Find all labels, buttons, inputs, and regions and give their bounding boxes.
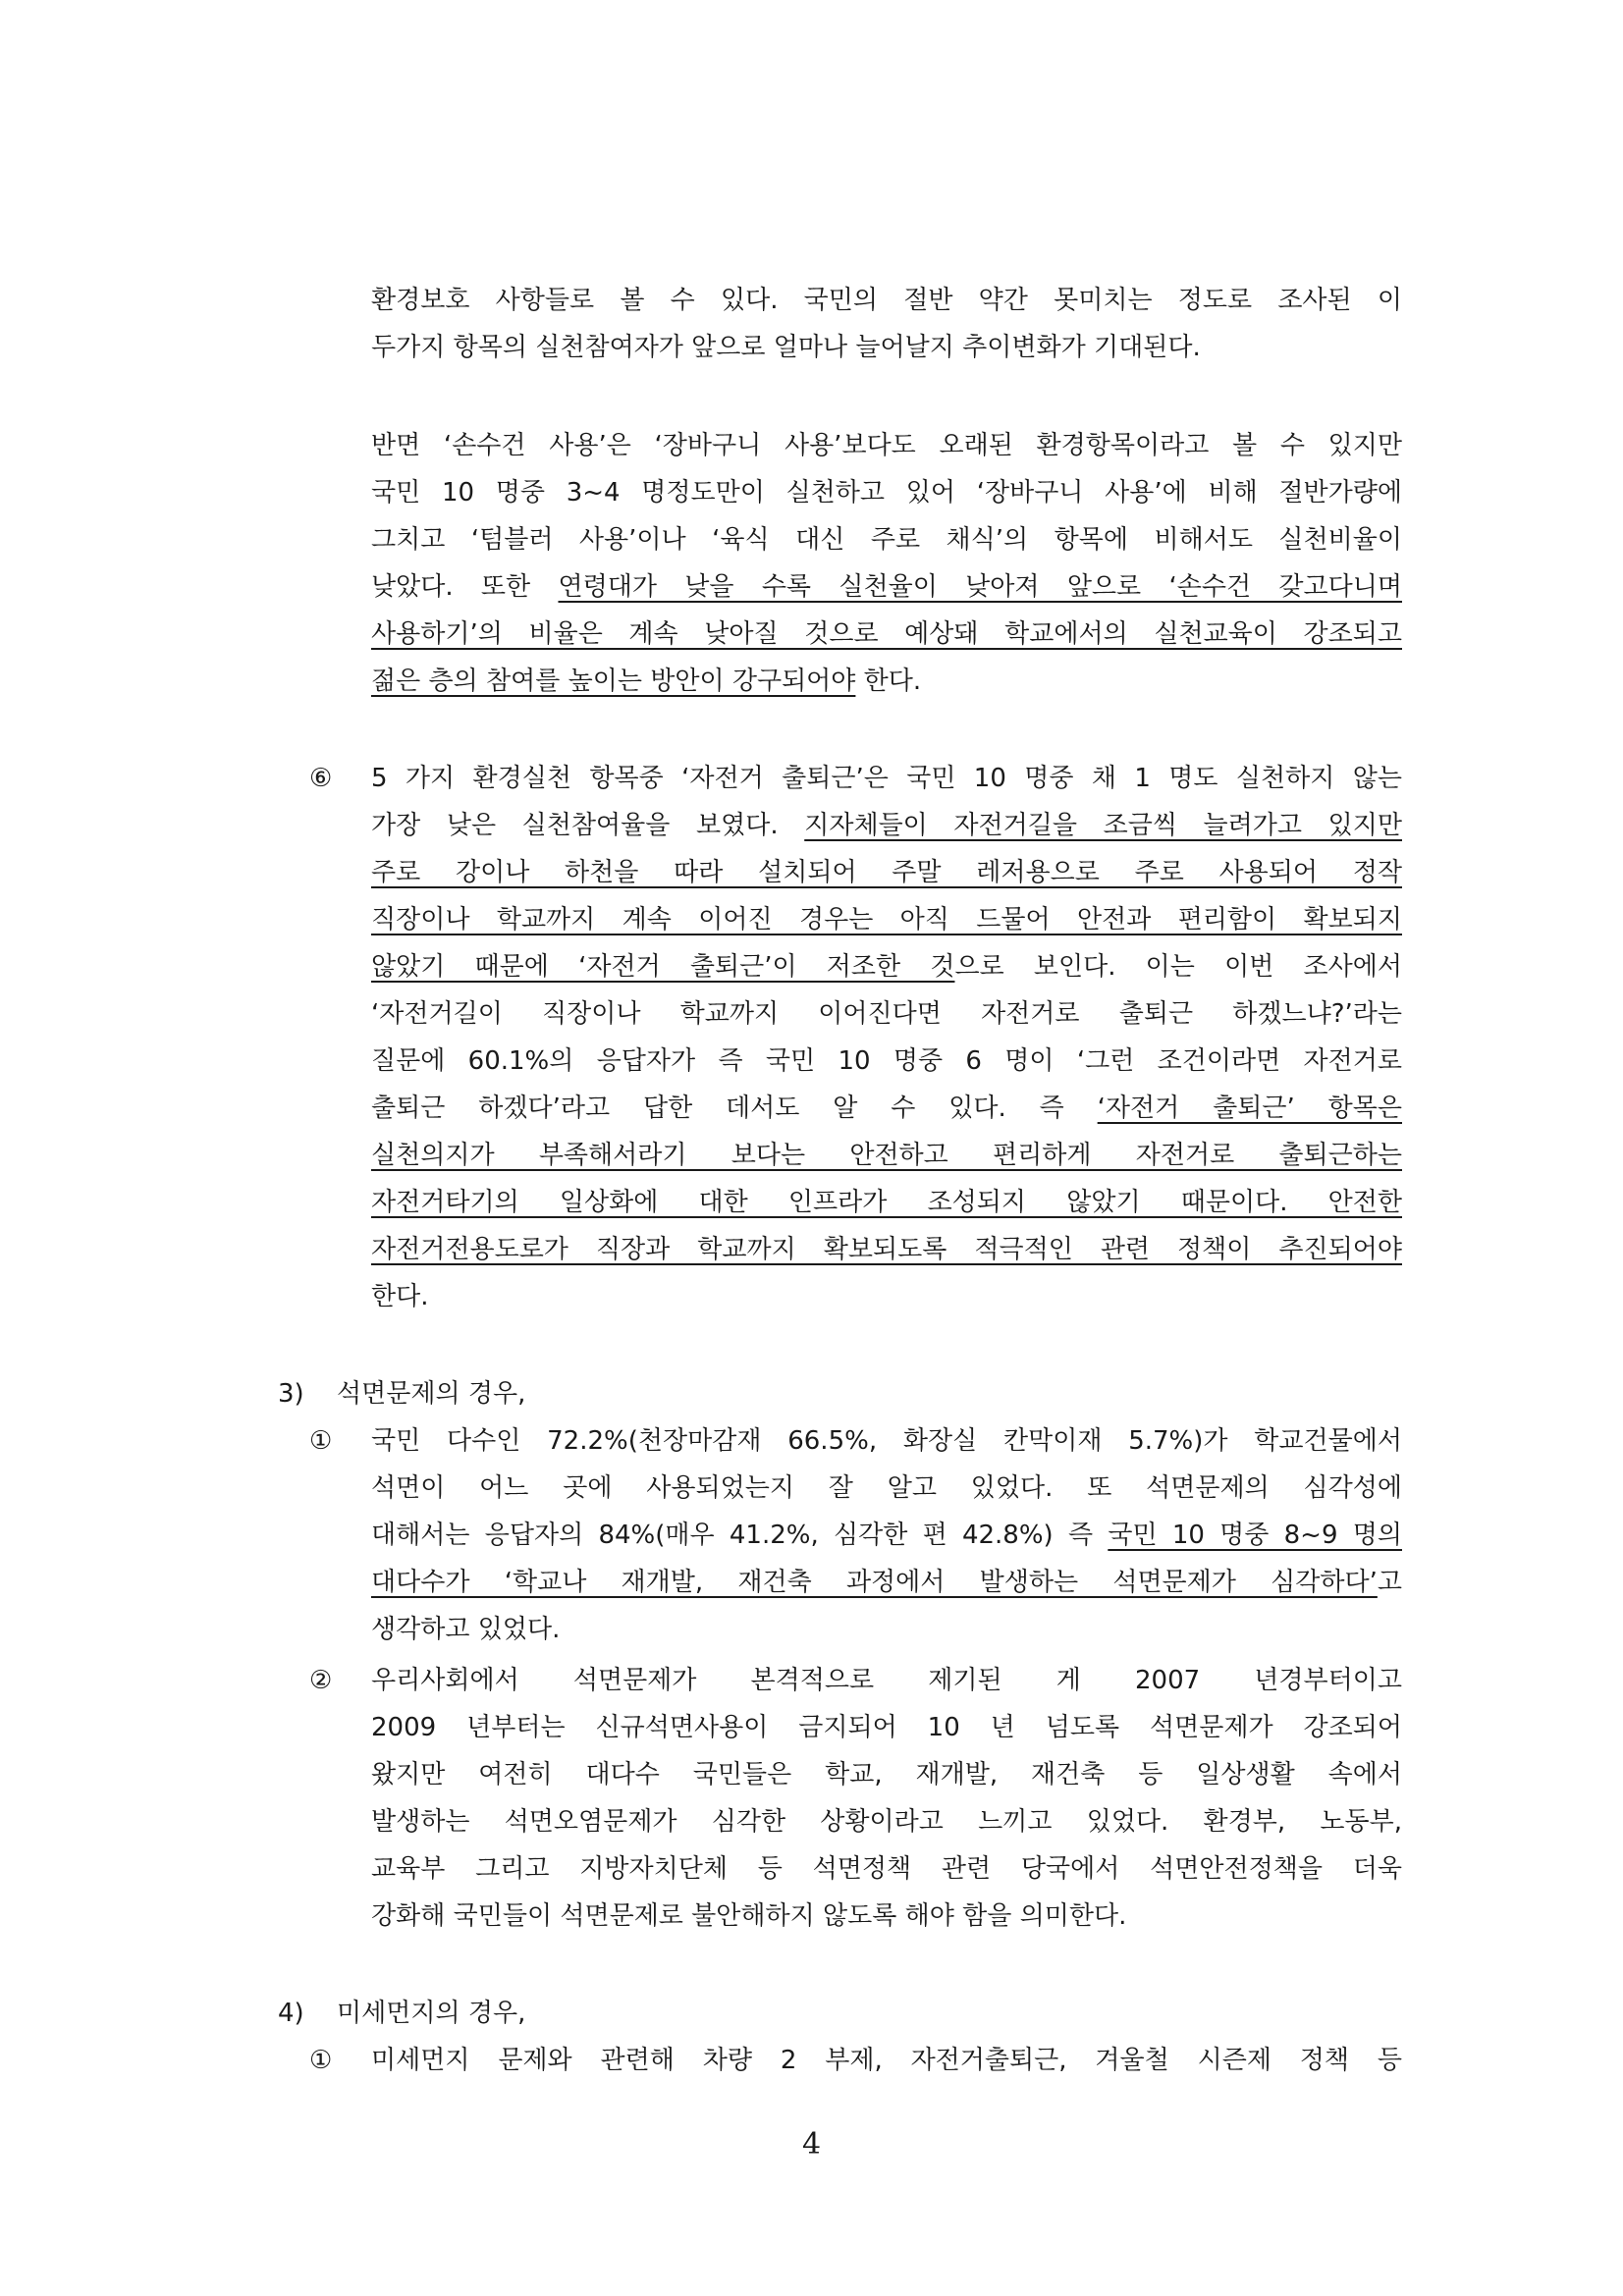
paragraph-line: 한다. <box>371 1282 429 1311</box>
underlined-text: 연령대가 낮을 수록 실천율이 낮아져 앞으로 ‘손수건 갖고다니며 <box>558 572 1402 602</box>
section-title: 석면문제의 경우, <box>337 1379 526 1409</box>
list-marker: ① <box>309 1426 333 1456</box>
paragraph-line: 그치고 ‘텀블러 사용’이나 ‘육식 대신 주로 채식’의 항목에 비해서도 실천비율이 <box>371 525 1402 555</box>
list-marker: ② <box>309 1666 333 1695</box>
paragraph-line: 반면 ‘손수건 사용’은 ‘장바구니 사용’보다도 오래된 환경항목이라고 볼 수 있지만 <box>371 431 1402 460</box>
paragraph-line <box>371 1226 1402 1273</box>
paragraph-line <box>371 943 1402 990</box>
paragraph-line <box>371 802 1402 849</box>
paragraph-line <box>371 1559 1402 1606</box>
paragraph-line: 국민 10 명중 3~4 명정도만이 실천하고 있어 ‘장바구니 사용’에 비해 절반가량에 <box>371 478 1402 507</box>
paragraph-line <box>371 611 1402 658</box>
paragraph-line: 우리사회에서 석면문제가 본격적으로 제기된 게 2007 년경부터이고 <box>371 1666 1402 1695</box>
list-marker: ⑥ <box>309 764 333 793</box>
paragraph-line <box>371 563 1402 611</box>
text-span: 낮았다. 또한 <box>371 572 559 602</box>
paragraph-line: 국민 다수인 72.2%(천장마감재 66.5%, 화장실 칸막이재 5.7%)가 학교건물에서 <box>371 1426 1402 1456</box>
list-marker: ① <box>309 2046 333 2075</box>
paragraph-line <box>371 1512 1402 1559</box>
paragraph-line: 강화해 국민들이 석면문제로 불안해하지 않도록 해야 함을 의미한다. <box>371 1901 1127 1931</box>
underlined-text: 자전거전용도로가 직장과 학교까지 확보되도록 적극적인 관련 정책이 추진되어야 <box>371 1235 1402 1264</box>
page-number: 4 <box>801 2127 822 2162</box>
underlined-text: 직장이나 학교까지 계속 이어진 경우는 아직 드물어 안전과 편리함이 확보되지 <box>371 905 1402 934</box>
paragraph-line <box>371 1132 1402 1179</box>
paragraph-line: 생각하고 있었다. <box>371 1615 561 1644</box>
paragraph-line <box>371 896 1402 943</box>
paragraph-line: 발생하는 석면오염문제가 심각한 상황이라고 느끼고 있었다. 환경부, 노동부, <box>371 1807 1402 1837</box>
text-span: 으로 보인다. 이는 이번 조사에서 <box>954 952 1402 982</box>
text-span: 대해서는 응답자의 84%(매우 41.2%, 심각한 편 42.8%) 즉 <box>371 1521 1109 1550</box>
paragraph-line: ‘자전거길이 직장이나 학교까지 이어진다면 자전거로 출퇴근 하겠느냐?’라는 <box>371 999 1402 1029</box>
paragraph-line: 교육부 그리고 지방자치단체 등 석면정책 관련 당국에서 석면안전정책을 더욱 <box>371 1854 1402 1884</box>
paragraph-line <box>371 1179 1402 1226</box>
underlined-text: 지자체들이 자전거길을 조금씩 늘려가고 있지만 <box>804 811 1402 840</box>
paragraph-line: 5 가지 환경실천 항목중 ‘자전거 출퇴근’은 국민 10 명중 채 1 명도 실천하지 않는 <box>371 764 1402 793</box>
text-span: 한다. <box>855 667 922 696</box>
section-title: 미세먼지의 경우, <box>337 1999 526 2028</box>
text-span: 고 <box>1377 1568 1402 1597</box>
paragraph-line: 환경보호 사항들로 볼 수 있다. 국민의 절반 약간 못미치는 정도로 조사된 이 <box>371 286 1402 315</box>
underlined-text: 국민 10 명중 8~9 명의 <box>1108 1521 1402 1550</box>
underlined-text: ‘자전거 출퇴근’ 항목은 <box>1097 1094 1402 1123</box>
section-number: 4) <box>278 1999 304 2028</box>
paragraph-line: 질문에 60.1%의 응답자가 즉 국민 10 명중 6 명이 ‘그런 조건이라면 자전거로 <box>371 1046 1402 1076</box>
underlined-text: 실천의지가 부족해서라기 보다는 안전하고 편리하게 자전거로 출퇴근하는 <box>371 1141 1402 1170</box>
section-number: 3) <box>278 1379 304 1409</box>
paragraph-line: 두가지 항목의 실천참여자가 앞으로 얼마나 늘어날지 추이변화가 기대된다. <box>371 333 1201 362</box>
underlined-text: 주로 강이나 하천을 따라 설치되어 주말 레저용으로 주로 사용되어 정작 <box>371 858 1402 887</box>
paragraph-line: 미세먼지 문제와 관련해 차량 2 부제, 자전거출퇴근, 겨울철 시즌제 정책 등 <box>371 2046 1402 2075</box>
underlined-text: 대다수가 ‘학교나 재개발, 재건축 과정에서 발생하는 석면문제가 심각하다’ <box>371 1568 1378 1597</box>
underlined-text: 사용하기’의 비율은 계속 낮아질 것으로 예상돼 학교에서의 실천교육이 강조되고 <box>371 619 1402 649</box>
paragraph-line <box>371 658 1402 705</box>
text-span: 출퇴근 하겠다’라고 답한 데서도 알 수 있다. 즉 <box>371 1094 1098 1123</box>
paragraph-line <box>371 1085 1402 1132</box>
paragraph-line <box>371 849 1402 896</box>
paragraph-line: 2009 년부터는 신규석면사용이 금지되어 10 년 넘도록 석면문제가 강조되어 <box>371 1713 1402 1742</box>
underlined-text: 자전거타기의 일상화에 대한 인프라가 조성되지 않았기 때문이다. 안전한 <box>371 1188 1402 1217</box>
text-span: 가장 낮은 실천참여율을 보였다. <box>371 811 805 840</box>
paragraph-line: 왔지만 여전히 대다수 국민들은 학교, 재개발, 재건축 등 일상생활 속에서 <box>371 1760 1402 1789</box>
underlined-text: 않았기 때문에 ‘자전거 출퇴근’이 저조한 것 <box>371 952 955 982</box>
underlined-text: 젊은 층의 참여를 높이는 방안이 강구되어야 <box>371 667 856 696</box>
paragraph-line: 석면이 어느 곳에 사용되었는지 잘 알고 있었다. 또 석면문제의 심각성에 <box>371 1473 1402 1503</box>
